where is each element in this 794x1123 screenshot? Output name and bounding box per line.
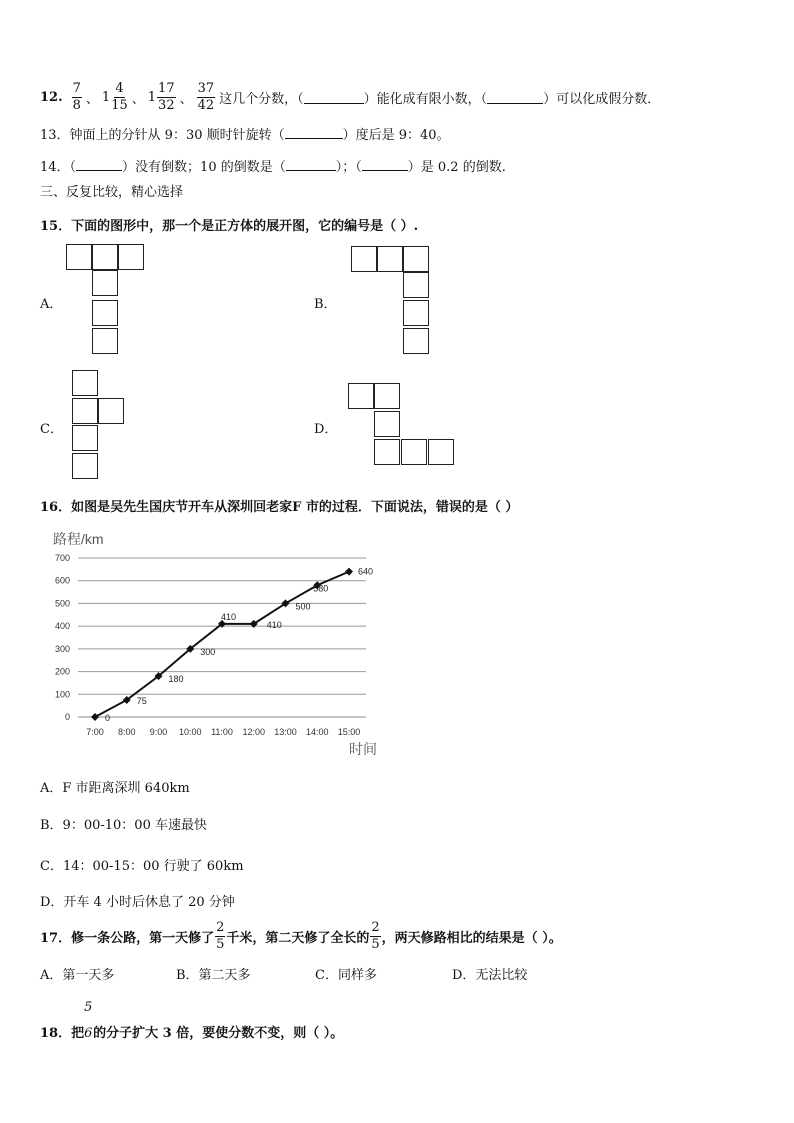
option-c[interactable]: C．同样多 <box>315 968 377 983</box>
data-label: 500 <box>295 601 311 612</box>
y-tick-label: 700 <box>54 553 70 563</box>
x-tick-label: 13:00 <box>274 727 297 737</box>
data-label: 640 <box>358 566 374 577</box>
fraction <box>84 1000 93 1041</box>
data-point <box>91 713 99 721</box>
option-d[interactable]: D．开车 4 小时后休息了 20 分钟 <box>40 895 235 910</box>
y-tick-label: 0 <box>64 712 70 722</box>
data-label: 75 <box>136 695 147 706</box>
x-tick-label: 8:00 <box>117 727 136 737</box>
data-label: 410 <box>221 611 237 622</box>
fraction: $\frac{17}{32}$ <box>158 80 175 113</box>
option-label-b: B． <box>314 297 337 312</box>
fraction: $\frac{4}{15}$ <box>111 80 128 113</box>
fraction: $\frac{2}{5}$ <box>371 919 380 952</box>
option-a[interactable]: A．F 市距离深圳 640km <box>40 781 190 796</box>
x-tick-label: 12:00 <box>242 727 266 737</box>
option-label-a: A． <box>40 297 63 312</box>
option-a[interactable]: A．第一天多 <box>40 968 115 983</box>
x-tick-label: 14:00 <box>305 727 329 737</box>
data-label: 300 <box>200 646 216 657</box>
option-label-c: C． <box>40 422 63 437</box>
x-axis-label: 时间 <box>349 741 377 757</box>
option-label-d: D． <box>314 422 338 437</box>
y-tick-label: 400 <box>54 621 70 632</box>
answer-blank[interactable] <box>286 158 336 171</box>
answer-blank[interactable] <box>76 158 122 171</box>
answer-blank[interactable] <box>285 126 343 139</box>
data-label: 580 <box>313 583 329 594</box>
answer-blank[interactable] <box>487 91 543 104</box>
option-c[interactable]: C．14：00-15：00 行驶了 60km <box>40 859 244 874</box>
question-18: 18．把 5 6的分子扩大 3 倍，要使分数不变，则（ ）。 <box>40 1000 344 1041</box>
mixed-whole: 1 <box>147 89 157 105</box>
y-tick-label: 300 <box>54 643 70 654</box>
cube-net-a[interactable] <box>66 244 146 356</box>
fraction-numerator: 5 <box>84 1000 93 1015</box>
x-tick-label: 15:00 <box>337 727 361 737</box>
data-label: 0 <box>105 713 111 723</box>
fraction: $\frac{7}{8}$ <box>72 80 81 113</box>
cube-net-c[interactable] <box>72 370 128 482</box>
x-tick-label: 11:00 <box>211 727 233 737</box>
question-17: 17．修一条公路，第一天修了 $\frac{2}{5}$ 千米，第二天修了全长的 $\frac{2}{5}$ ，两天修路相比的结果是（ ）。 <box>40 919 562 952</box>
y-tick-label: 100 <box>54 689 70 700</box>
mixed-whole: 1 <box>101 89 111 105</box>
y-tick-label: 600 <box>54 575 70 586</box>
question-15-stem: 15．下面的图形中，那一个是正方体的展开图，它的编号是（ ）. <box>40 219 419 234</box>
y-axis-label: 路程/km <box>53 531 104 547</box>
answer-blank[interactable] <box>304 91 364 104</box>
cube-net-b[interactable] <box>351 246 431 358</box>
line-chart <box>46 524 386 760</box>
question-12: 12. $\frac{7}{8}$ 、 1 $\frac{4}{15}$ 、 1 $\frac{17}{32}$ 、 $\frac{37}{42}$ 这几个分数，（ ）能化成有限小数，（ ）可以化成假分数． <box>40 80 661 113</box>
section-heading: 三、反复比较，精心选择 <box>40 185 184 200</box>
x-tick-label: 7:00 <box>86 727 104 737</box>
data-label: 180 <box>168 674 184 685</box>
answer-blank[interactable] <box>362 158 408 171</box>
data-label: 410 <box>266 619 282 630</box>
question-13: 13．钟面上的分针从 9：30 顺时针旋转（ ）度后是 9：40。 <box>40 128 450 143</box>
question-number: 12. <box>40 89 63 105</box>
fraction: $\frac{2}{5}$ <box>216 919 225 952</box>
data-point <box>345 568 353 576</box>
series-line <box>95 572 349 717</box>
option-b[interactable]: B．9：00-10：00 车速最快 <box>40 818 207 833</box>
cube-net-d[interactable] <box>348 383 456 469</box>
fraction: $\frac{37}{42}$ <box>197 80 215 113</box>
x-tick-label: 10:00 <box>178 727 202 737</box>
fraction-denominator: 6 <box>84 1026 93 1041</box>
question-16-stem: 16．如图是吴先生国庆节开车从深圳回老家F 市的过程．下面说法，错误的是（ ） <box>40 500 519 515</box>
question-14: 14．（ ）没有倒数；10 的倒数是（ ）；（ ）是 0.2 的倒数. <box>40 160 506 175</box>
option-b[interactable]: B．第二天多 <box>176 968 251 983</box>
y-tick-label: 200 <box>54 666 70 677</box>
option-d[interactable]: D．无法比较 <box>452 968 528 983</box>
y-tick-label: 500 <box>54 598 70 609</box>
x-tick-label: 9:00 <box>149 727 168 737</box>
